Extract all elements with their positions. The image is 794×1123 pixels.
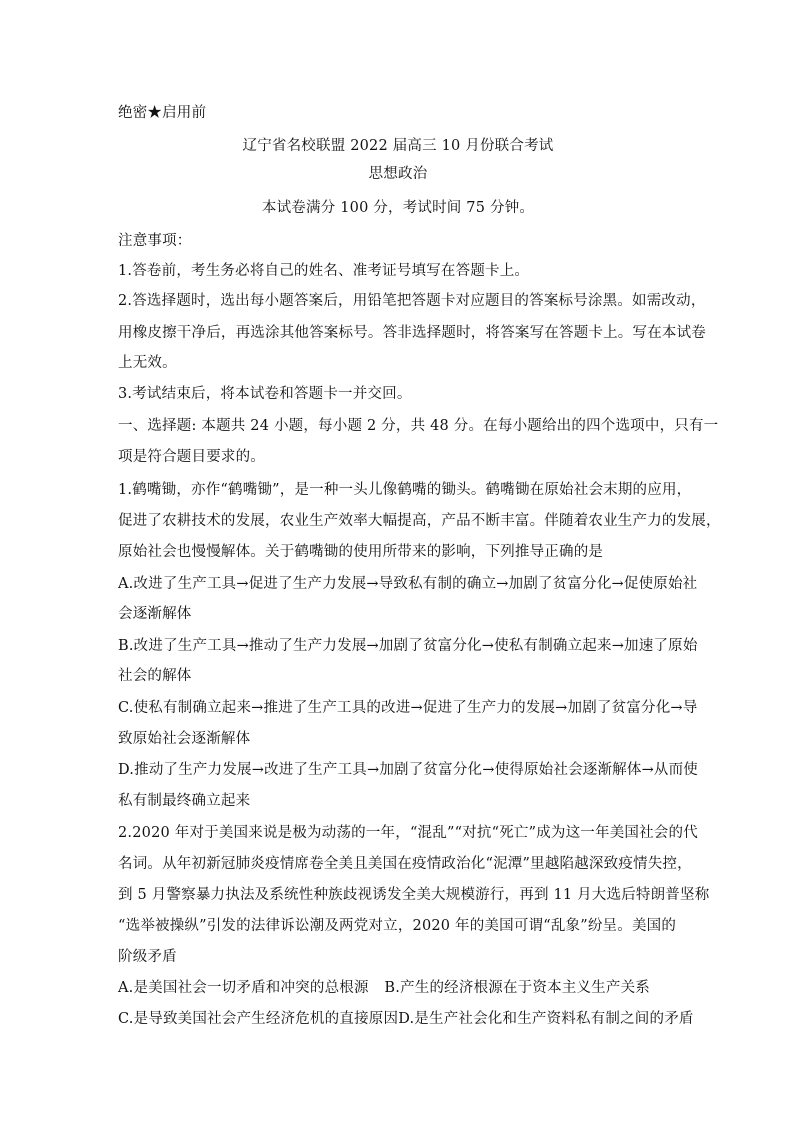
q1-option-a-line-1: A.改进了生产工具→促进了生产力发展→导致私有制的确立→加剧了贫富分化→促使原始社 bbox=[118, 576, 698, 592]
q1-stem-line-3: 原始社会也慢慢解体。关于鹤嘴锄的使用所带来的影响，下列推导正确的是 bbox=[118, 544, 604, 560]
q1-option-c-line-1: C.使私有制确立起来→推进了生产工具的改进→促进了生产力的发展→加剧了贫富分化→导 bbox=[118, 700, 698, 716]
q1-option-d-line-1: D.推动了生产力发展→改进了生产工具→加剧了贫富分化→使得原始社会逐渐解体→从而使 bbox=[118, 762, 699, 778]
section-1-line-1: 一、选择题: 本题共 24 小题，每小题 2 分，共 48 分。在每小题给出的四个选项中，只有一 bbox=[118, 418, 719, 434]
note-2-line-1: 2.答选择题时，选出每小题答案后，用铅笔把答题卡对应题目的答案标号涂黑。如需改动， bbox=[118, 293, 706, 309]
q1-stem-line-1: 1.鹤嘴锄，亦作“鹤嘴锄”，是一种一头儿像鹤嘴的锄头。鹤嘴锄在原始社会末期的应用， bbox=[118, 482, 692, 498]
notes-heading: 注意事项： bbox=[118, 233, 192, 249]
q2-stem-line-4: “选举被操纵”引发的法律诉讼潮及两党对立，2020 年的美国可谓“乱象”纷呈。美国的 bbox=[118, 918, 677, 934]
section-1-line-2: 项是符合题目要求的。 bbox=[118, 449, 265, 465]
q2-options-row-2 bbox=[118, 1009, 694, 1029]
q1-option-b-line-2: 社会的解体 bbox=[118, 668, 192, 684]
q1-stem-line-2: 促进了农耕技术的发展，农业生产效率大幅提高，产品不断丰富。伴随着农业生产力的发展， bbox=[118, 513, 721, 529]
q2-option-d: D.是生产社会化和生产资料私有制之间的矛盾 bbox=[398, 1011, 694, 1027]
exam-title: 辽宁省名校联盟 2022 届高三 10 月份联合考试 bbox=[242, 138, 554, 154]
q2-stem-line-3: 到 5 月警察暴力执法及系统性种族歧视诱发全美大规模游行，再到 11 月大选后特朗普坚称 bbox=[118, 887, 710, 903]
q1-option-a-line-2: 会逐渐解体 bbox=[118, 606, 192, 622]
note-2-line-2: 用橡皮擦干净后，再选涂其他答案标号。答非选择题时，将答案写在答题卡上。写在本试卷 bbox=[118, 325, 706, 341]
secret-label: 绝密★启用前 bbox=[118, 105, 207, 121]
note-3: 3.考试结束后，将本试卷和答题卡一并交回。 bbox=[118, 386, 412, 402]
q2-stem-line-1: 2.2020 年对于美国来说是极为动荡的一年，“混乱”“对抗“死亡”成为这一年美国社会的代 bbox=[118, 825, 698, 841]
q2-option-c: C.是导致美国社会产生经济危机的直接原因 bbox=[118, 1011, 399, 1027]
q2-options-row-1 bbox=[118, 978, 678, 998]
note-1: 1.答卷前，考生务必将自己的姓名、准考证号填写在答题卡上。 bbox=[118, 263, 530, 279]
note-2-line-3: 上无效。 bbox=[118, 355, 177, 371]
q2-option-b: B.产生的经济根源在于资本主义生产关系 bbox=[384, 980, 650, 996]
q1-option-b-line-1: B.改进了生产工具→推动了生产力发展→加剧了贫富分化→使私有制确立起来→加速了原始 bbox=[118, 638, 698, 654]
subject-title: 思想政治 bbox=[368, 166, 428, 182]
q1-option-d-line-2: 私有制最终确立起来 bbox=[118, 793, 251, 809]
score-time: 本试卷满分 100 分，考试时间 75 分钟。 bbox=[261, 200, 535, 216]
q2-stem-line-5: 阶级矛盾 bbox=[118, 949, 177, 965]
q1-option-c-line-2: 致原始社会逐渐解体 bbox=[118, 731, 251, 747]
q2-option-a: A.是美国社会一切矛盾和冲突的总根源 bbox=[118, 980, 369, 996]
q2-stem-line-2: 名词。从年初新冠肺炎疫情席卷全美且美国在疫情政治化“泥潭”里越陷越深致疫情失控， bbox=[118, 856, 692, 872]
